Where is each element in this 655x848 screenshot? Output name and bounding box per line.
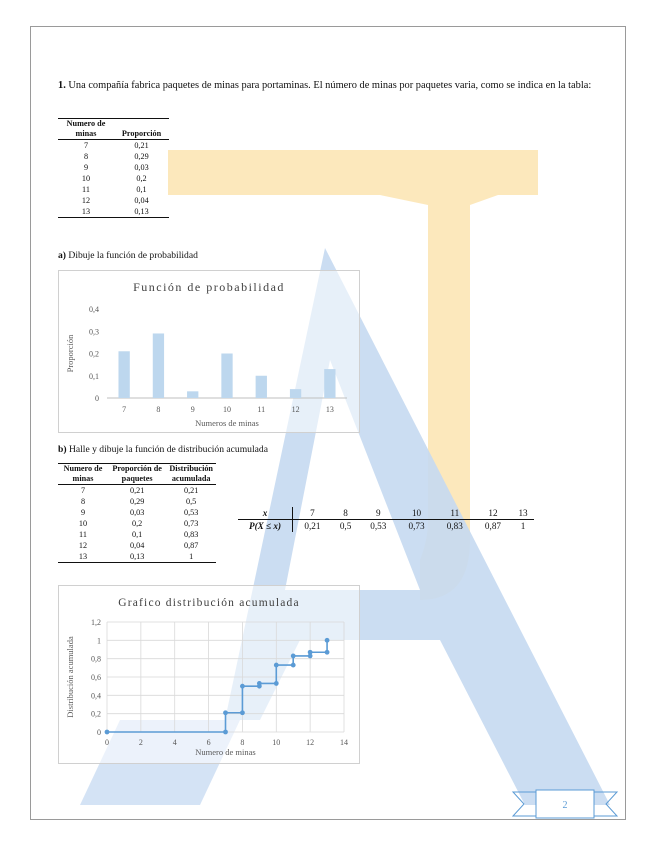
table-cell: 12	[78, 541, 88, 550]
table-cell: 9	[80, 508, 86, 517]
cdf-p-value: 0,53	[370, 521, 387, 531]
y-tick-label: 1,2	[91, 618, 101, 627]
table-row	[58, 507, 216, 518]
chart-title: Grafico distribución acumulada	[118, 597, 300, 609]
x-axis-title: Numero de minas	[195, 747, 256, 757]
cdf-horizontal-table	[238, 507, 534, 532]
y-tick-label: 0,8	[91, 654, 101, 664]
x-tick-label: 12	[306, 738, 315, 747]
x-tick-label: 11	[257, 405, 266, 414]
cdf-data-point	[257, 681, 262, 686]
table-cell: 10	[81, 174, 91, 183]
table-row	[58, 540, 216, 551]
table-cell: 0,03	[129, 508, 145, 517]
table-cell: 0,13	[108, 551, 166, 563]
table-cell: 0,29	[129, 497, 145, 506]
cdf-x-value: 8	[332, 507, 359, 520]
table-row	[58, 518, 216, 529]
y-tick-label: 0,6	[91, 673, 101, 682]
table-row	[58, 140, 169, 152]
table1-header-proporcion: Proporción	[114, 119, 169, 140]
table-row	[58, 173, 169, 184]
x-tick-label: 7	[122, 405, 127, 414]
table-cell: 12	[81, 196, 91, 205]
cdf-p-value: 0,73	[408, 521, 425, 531]
y-tick-label: 0,1	[89, 371, 99, 381]
x-tick-label: 10	[223, 405, 231, 414]
cdf-data-point	[240, 710, 245, 715]
table-row	[58, 206, 169, 218]
y-tick-label: 0,2	[91, 709, 101, 719]
table-cell: 0,03	[134, 163, 149, 172]
cdf-p-value: 0,83	[446, 521, 463, 531]
x-tick-label: 6	[206, 738, 211, 747]
probability-chart-svg	[59, 271, 359, 432]
cumulative-chart-svg	[59, 586, 359, 763]
table-cell: 0,21	[129, 486, 145, 495]
problem-text: Una compañía fabrica paquetes de minas para portaminas. El número de minas por paquetes varia, como se indica en la tabla:	[68, 80, 592, 91]
table-cell: 11	[82, 185, 90, 194]
proportion-table	[58, 118, 169, 218]
bar	[187, 391, 198, 398]
cdf-p-value: 0,5	[339, 521, 352, 531]
cdf-data-point	[240, 684, 245, 689]
x-tick-label: 10	[272, 738, 281, 747]
table-cell: 0,2	[136, 174, 147, 183]
x-tick-label: 12	[291, 405, 300, 414]
table-cell: 0,53	[183, 508, 199, 517]
cdf-data-point	[308, 650, 313, 655]
problem-number: 1.	[58, 80, 66, 91]
table2-header-minas: Numero de minas	[58, 464, 108, 485]
cdf-p-value: 0,87	[484, 521, 501, 531]
table-cell: 7	[80, 486, 86, 495]
y-axis-title: Distribución acumulada	[65, 636, 75, 718]
table-row	[58, 162, 169, 173]
cdf-data-point	[274, 681, 279, 686]
cdf-x-value: 11	[436, 507, 474, 520]
table-row	[58, 529, 216, 540]
table-cell: 13	[58, 551, 108, 563]
table-cell: 0,13	[114, 206, 169, 218]
cdf-x-value: 12	[474, 507, 512, 520]
x-tick-label: 13	[325, 405, 334, 414]
table-row	[58, 551, 216, 563]
cdf-x-value: 13	[512, 507, 534, 520]
table-cell: 11	[79, 530, 87, 539]
y-tick-label: 0,4	[91, 691, 101, 701]
table-row	[58, 184, 169, 195]
table-cell: 10	[78, 519, 88, 528]
x-tick-label: 14	[340, 738, 348, 747]
y-tick-label: 0,4	[89, 305, 99, 314]
y-tick-label: 0,2	[89, 349, 99, 359]
x-tick-label: 0	[105, 738, 109, 747]
bar	[118, 351, 129, 398]
probability-chart	[58, 270, 360, 433]
bar	[256, 376, 267, 398]
table-cell: 0,83	[183, 530, 199, 539]
part-b-letter: b)	[58, 444, 67, 455]
chart-title: Función de probabilidad	[133, 280, 285, 294]
cdf-x-value: 7	[293, 507, 332, 520]
cdf-p-value: 1	[520, 521, 526, 531]
part-a-heading	[58, 250, 198, 261]
cdf-p-value: 0,21	[304, 521, 321, 531]
y-tick-label: 0,3	[89, 327, 99, 337]
table-cell: 0,5	[186, 497, 197, 506]
table-cell: 1	[166, 551, 216, 563]
cdf-data-point	[291, 663, 296, 668]
table-cell: 0,73	[183, 519, 199, 528]
cdf-data-point	[105, 730, 110, 735]
y-tick-label: 0	[95, 394, 99, 403]
cdf-data-point	[274, 663, 279, 668]
table1-header-minas: Numero de minas	[58, 119, 114, 140]
page-number-ribbon	[510, 789, 620, 819]
table-cell: 9	[83, 163, 89, 172]
table2-header-acumulada: Distribución acumulada	[166, 464, 216, 485]
table-cell: 0,1	[136, 185, 147, 194]
table-cell: 0,04	[129, 541, 145, 550]
table2-header-proporcion: Proporción de paquetes	[108, 464, 166, 485]
table-cell: 0,29	[134, 152, 149, 161]
bar	[153, 333, 164, 398]
y-tick-label: 0	[97, 728, 101, 737]
cumulative-table	[58, 463, 216, 563]
cdf-data-point	[223, 710, 228, 715]
bar	[290, 389, 301, 398]
cdf-p-label: P(X ≤ x)	[238, 520, 293, 533]
cdf-data-point	[291, 654, 296, 659]
bar	[221, 354, 232, 399]
table-cell: 0,1	[132, 530, 143, 539]
part-b-heading	[58, 444, 268, 455]
cdf-data-point	[325, 650, 330, 655]
table-row	[58, 496, 216, 507]
cumulative-chart	[58, 585, 360, 764]
table-cell: 7	[83, 141, 89, 150]
cdf-x-label: x	[238, 507, 293, 520]
cdf-data-point	[325, 638, 330, 643]
x-axis-title: Numeros de minas	[195, 418, 259, 428]
table-cell: 8	[83, 152, 89, 161]
x-tick-label: 4	[172, 738, 177, 747]
table-cell: 8	[80, 497, 86, 506]
table-cell: 0,2	[132, 519, 143, 528]
x-tick-label: 8	[156, 405, 161, 414]
x-tick-label: 2	[138, 738, 143, 747]
table-cell: 0,04	[134, 196, 149, 205]
problem-statement	[58, 79, 602, 92]
table-row	[58, 485, 216, 497]
part-b-text: Halle y dibuje la función de distribución acumulada	[68, 444, 268, 455]
part-a-letter: a)	[58, 250, 66, 261]
bar	[324, 369, 335, 398]
page-number: 2	[562, 800, 568, 811]
cdf-data-point	[223, 730, 228, 735]
table-cell: 0,21	[134, 141, 149, 150]
table-cell: 0,87	[183, 541, 199, 550]
x-tick-label: 8	[240, 738, 245, 747]
table-row	[58, 151, 169, 162]
table-row	[58, 195, 169, 206]
x-tick-label: 9	[190, 405, 195, 414]
cdf-x-value: 10	[397, 507, 435, 520]
y-tick-label: 1	[97, 636, 101, 646]
y-axis-title: Proporción	[65, 334, 75, 373]
table-cell: 13	[58, 206, 114, 218]
cdf-x-value: 9	[359, 507, 397, 520]
part-a-text: Dibuje la función de probabilidad	[68, 250, 198, 261]
table-cell: 0,21	[183, 486, 199, 495]
